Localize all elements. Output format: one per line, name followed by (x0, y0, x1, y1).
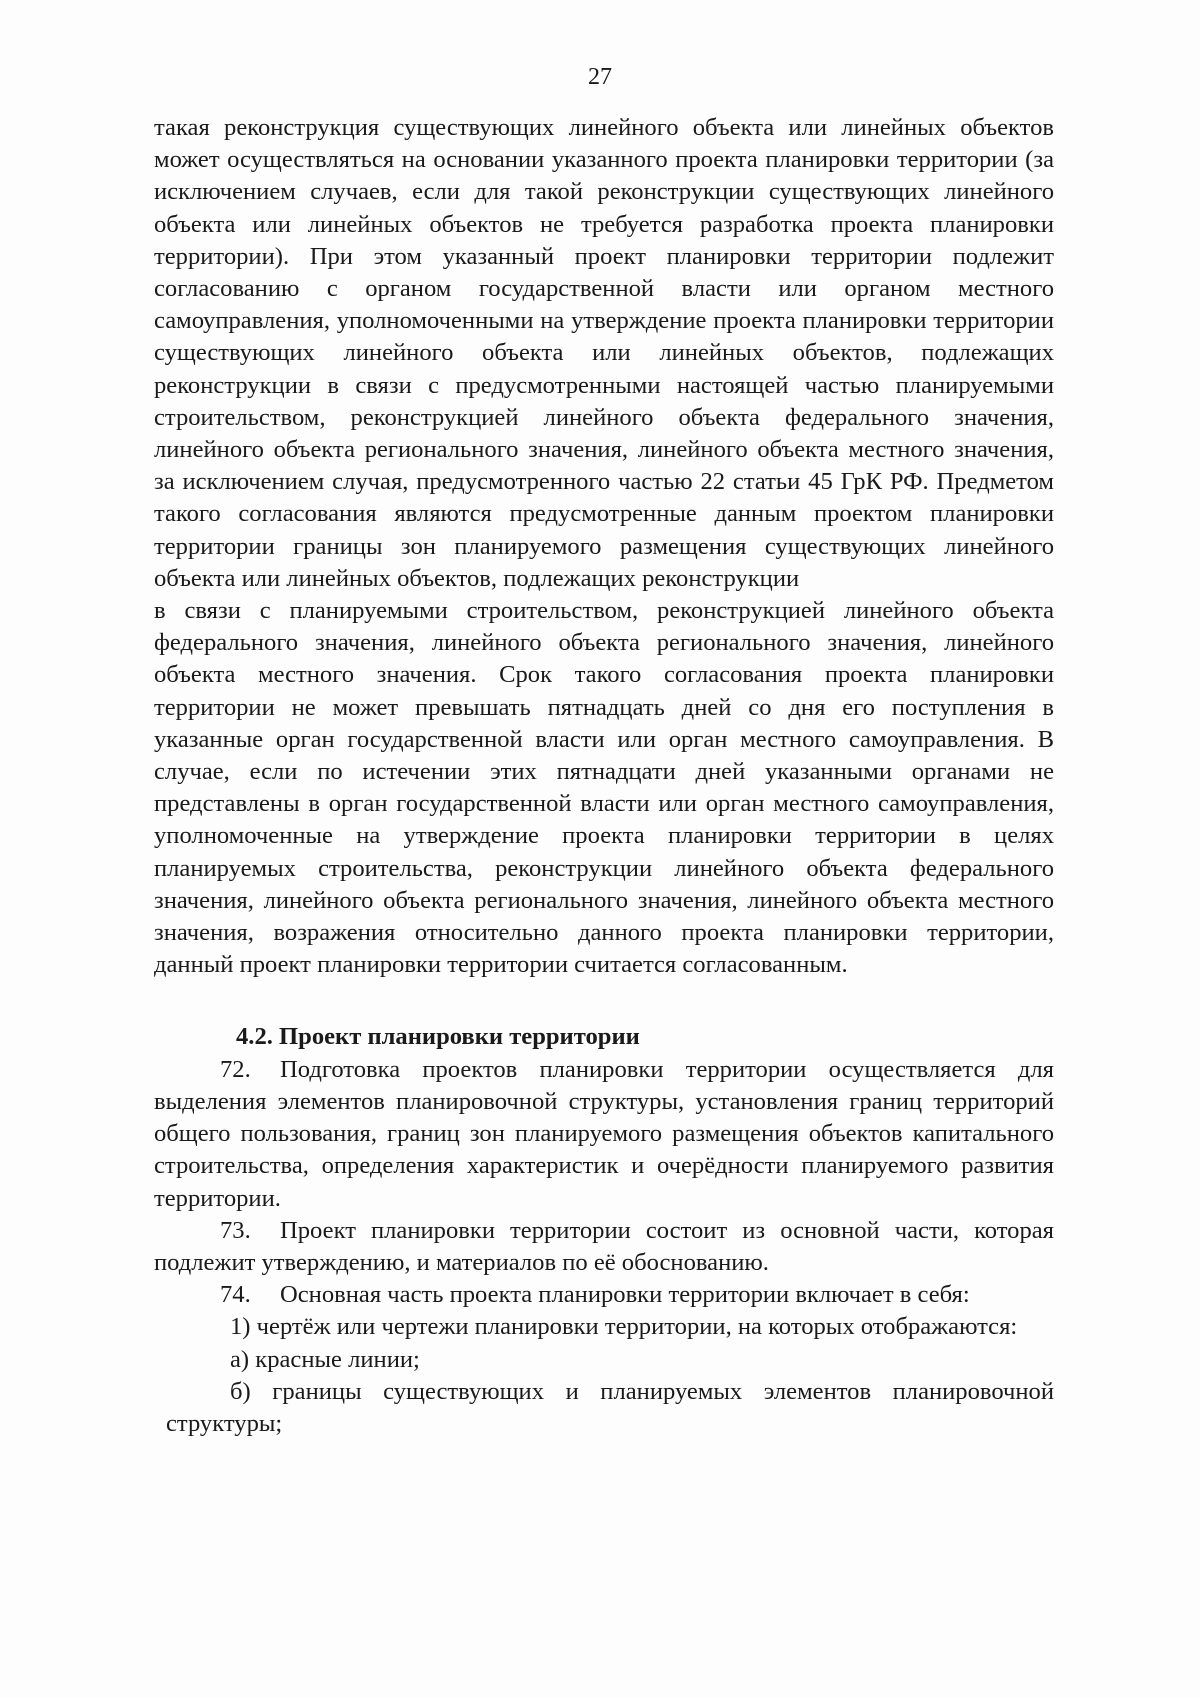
paragraph-continuation-2: в связи с планируемыми строительством, реконструкцией линейного объекта федерального значения, линейного объекта регионального значения, линейного объекта местного значения. Срок такого согласования проекта планировки территории не может превышать пятнадцать дней со дня его поступления в указанные орган государственной власти или орган местного самоуправления. В случае, если по истечении этих пятнадцати дней указанными органами не представлены в орган государственной власти или орган местного самоуправления, уполномоченные на утверждение проекта планировки территории в целях планируемых строительства, реконструкции линейного объекта федерального значения, линейного объекта регионального значения, линейного объекта местного значения, возражения относительно данного проекта планировки территории, данный проект планировки территории считается согласованным. (154, 597, 1054, 979)
item-number: 72. (220, 1055, 251, 1083)
paragraph-continuation: такая реконструкция существующих линейного объекта или линейных объектов может осуществляться на основании указанного проекта планировки территории (за исключением случаев, если для такой реконструкции существующих линейного объекта или линейных объектов не требуется разработка проекта планировки территории). При этом указанный проект планировки территории подлежит согласованию с органом государственной власти или органом местного самоуправления, уполномоченными на утверждение проекта планировки территории существующих линейного объекта или линейных объектов, подлежащих реконструкции в связи с предусмотренными настоящей частью планируемыми строительством, реконструкцией линейного объекта федерального значения, линейного объекта регионального значения, линейного объекта местного значения, за исключением случая, предусмотренного частью 22 статьи 45 ГрК РФ. Предметом такого согласования являются предусмотренные данным проектом планировки территории границы зон планируемого размещения существующих линейного объекта или линейных объектов, подлежащих реконструкции (154, 114, 1054, 592)
numbered-item-74 (154, 1279, 1054, 1311)
item-text: Проект планировки территории состоит из основной части, которая подлежит утверждению, и материалов по её обоснованию. (154, 1216, 1054, 1276)
sub-item-text: границы существующих и планируемых элементов планировочной структуры; (166, 1377, 1054, 1437)
numbered-item-73 (154, 1215, 1054, 1279)
item-number: 73. (220, 1216, 251, 1244)
section-heading: 4.2. Проект планировки территории (236, 1023, 640, 1051)
document-body (154, 112, 1054, 1440)
sub-item-a (154, 1344, 1054, 1376)
sub-item-1 (154, 1311, 1054, 1343)
item-number: 74. (220, 1281, 251, 1309)
sub-item-text: чертёж или чертежи планировки территории, на которых отображаются: (256, 1313, 1018, 1341)
page-number: 27 (588, 64, 612, 90)
sub-item-text: красные линии; (255, 1345, 420, 1373)
item-text: Основная часть проекта планировки территории включает в себя: (280, 1281, 970, 1309)
sub-item-mark: а) (230, 1345, 250, 1373)
item-text: Подготовка проектов планировки территории осуществляется для выделения элементов планировочной структуры, установления границ территорий общего пользования, границ зон планируемого размещения объектов капитального строительства, определения характеристик и очерёдности планируемого развития территории. (154, 1055, 1054, 1212)
sub-item-b (154, 1376, 1054, 1440)
numbered-item-72 (154, 1054, 1054, 1215)
sub-item-mark: б) (230, 1377, 251, 1405)
sub-item-mark: 1) (230, 1313, 251, 1341)
